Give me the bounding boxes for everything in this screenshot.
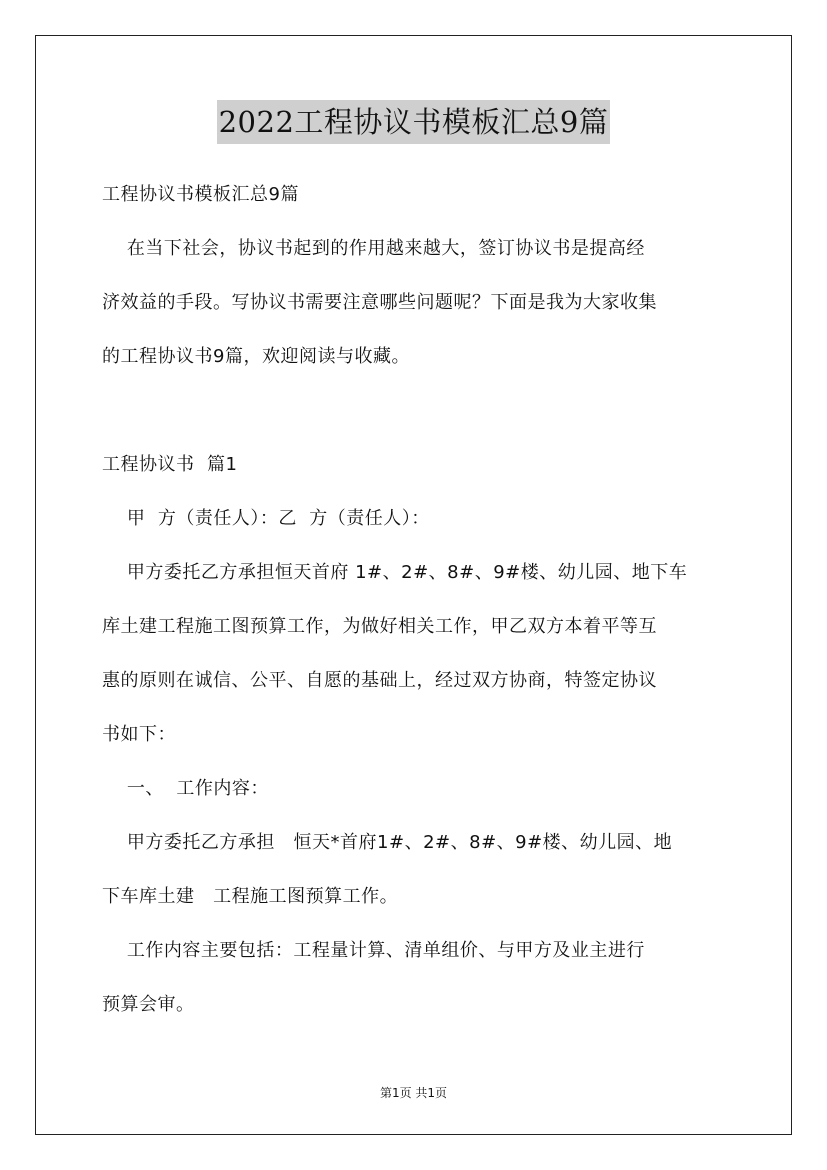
paragraph-line: 济效益的手段。写协议书需要注意哪些问题呢？下面是我为大家收集 <box>102 292 657 313</box>
paragraph-line: 在当下社会，协议书起到的作用越来越大，签订协议书是提高经 <box>102 238 645 259</box>
paragraph-line: 的工程协议书9篇，欢迎阅读与收藏。 <box>102 346 410 367</box>
document-title: 2022工程协议书模板汇总9篇 <box>217 100 611 144</box>
paragraph-line: 书如下： <box>102 724 176 745</box>
paragraph-line: 甲方委托乙方承担 恒天*首府1#、2#、8#、9#楼、幼儿园、地 <box>102 832 673 853</box>
paragraph-line: 惠的原则在诚信、公平、自愿的基础上，经过双方协商，特签定协议 <box>102 670 657 691</box>
section-heading: 工程协议书 篇1 <box>102 454 238 475</box>
paragraph-line: 预算会审。 <box>102 994 195 1015</box>
page-footer: 第1页 共1页 <box>379 1086 448 1100</box>
paragraph-line: 库土建工程施工图预算工作，为做好相关工作，甲乙双方本着平等互 <box>102 616 657 637</box>
section-item-heading: 一、 工作内容： <box>102 778 269 799</box>
title-container <box>0 100 827 144</box>
subtitle-line: 工程协议书模板汇总9篇 <box>102 184 299 205</box>
paragraph-line: 甲方委托乙方承担恒天首府 1#、2#、8#、9#楼、幼儿园、地下车 <box>102 562 688 583</box>
paragraph-line: 甲 方（责任人）：乙 方（责任人）： <box>102 508 430 529</box>
paragraph-line: 下车库土建 工程施工图预算工作。 <box>102 886 399 907</box>
paragraph-line: 工作内容主要包括：工程量计算、清单组价、与甲方及业主进行 <box>102 940 645 961</box>
